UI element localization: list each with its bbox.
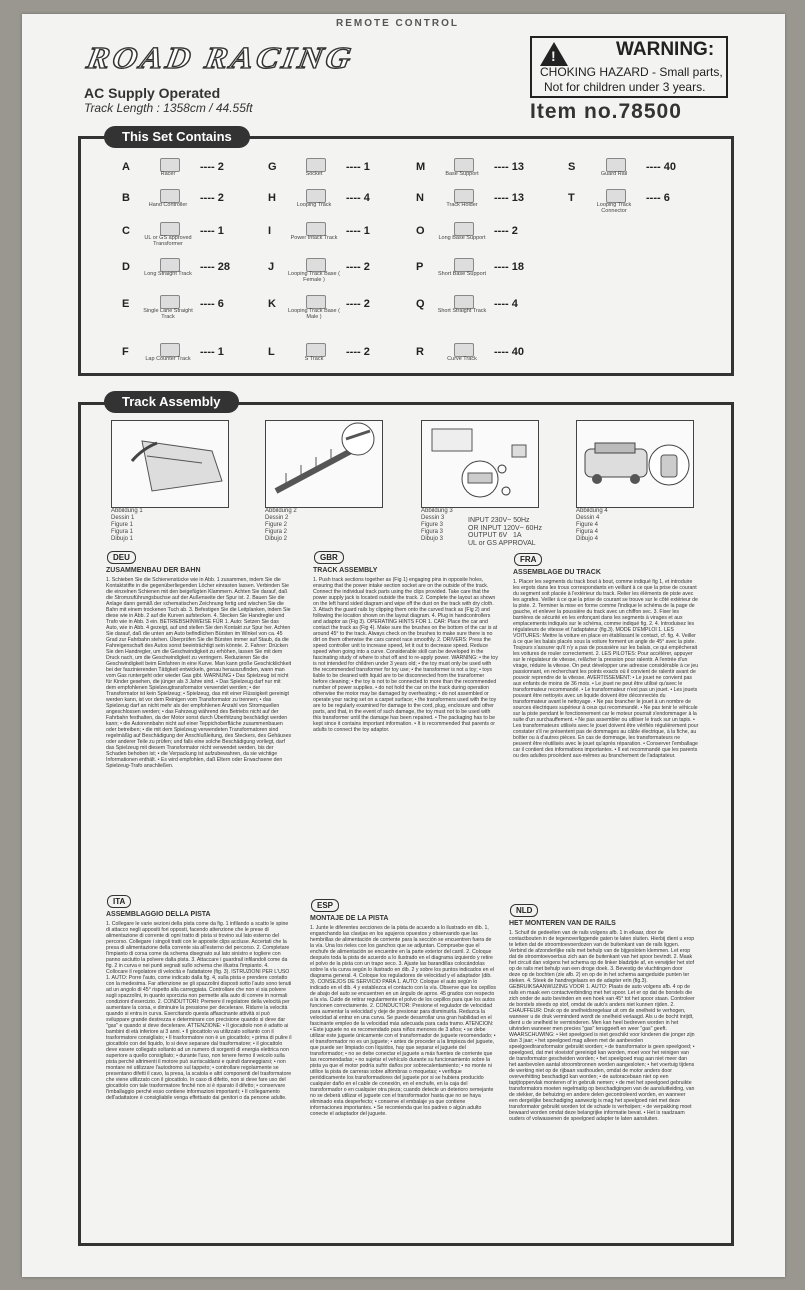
figure-2-caption: Abbildung 2 Dessin 2 Figure 2 Figura 2 Dibujo 2 [265, 508, 297, 542]
text-deu: 1. Schieben Sie die Schienenstücke wie in Abb. 1 zusammen, indem Sie die Kontaktstifte in die gegenüberliegenden Löcher einrasten lassen. Verbinden Sie die einzelnen Schienen mit den beigefügten Klammern. Achten Sie darauf, daß die Stromzuführungsbuchse auf der Außenseite der Spur ist. 2. Bauen Sie die Anlage dann gemäß der schematischen Zeichnung fertig und wischen Sie die Bahn mit einem trockenen Tuch ab. 3. Befestigen Sie die Leitplanken, indem Sie diese wie in Abb. 2 auf die Kurven aufstecken. 4. Stecken Sie Handregler und Trafo wie in Abb. 3 ein. BETRIEBSHINWEISE FÜR 1. Auto: Setzen Sie das Auto, wie in Abb. 4 gezeigt, auf und stellen Sie den Kontakt zur Spur her. Achten Sie darauf, daß die unten am Auto befindlichen Bürsten im Winkel von ca. 45 Grad zur Fahrbahn stehen. Überprüfen Sie die Bürsten immer auf Staub, da die Fahreigenschaft des Autos sonst beeinträchtigt sein könnte. 2. Fahrer: Drücken Sie den Handregler, um die Geschwindigkeit zu erhöhen, lassen Sie mit dem Druck nach, um die Geschwindigkeit zu verringern. Reduzieren Sie die Geschwindigkeit beim Einfahren in eine Kurve. Man kann große Geschicklichkeit bei der faszinierenden Tätigkeit entwickeln, genau herauszufinden, wann man vom Gas runtergeht oder wieder Gas gibt. WARNUNG • Das Spielzeug ist nicht für Kinder gesehen, die jünger als 3 Jahre sind. • Das Spielzeug darf nur mit dem empfohlenen Spielzeugtransformator verwendet werden; • der Transformator ist kein Spielzeug; • Spielzeug, das mit einer Flüssigkeit gereinigt werden kann, ist vor dem Reinigen vom Transformator zu trennen; • das Spielzeug darf an nicht mehr als der empfohlenen Anzahl von Stromquellen angeschlossen werden; • das Fahrzeug während des Betriebs nicht auf der Fahrbahn festhalten, da der Motor sonst durch Überhitzung beschädigt werden kann; • die Autorennbahn nicht auf einer Teppichoberfläche zusammenbauen oder betreiben; • die mit dem Spielzeug verwendeten Transformatoren sind regelmäßig auf Beschädigung der Anschlußleitung, des Steckers, des Gehäuses oder anderer Teile zu prüfen; und falls eine solche Beschädigung vorliegt, darf das Spielzeug mit diesem Transformator nicht verwendet werden, bis der Schaden behoben ist; • die Verpackung ist aufzubewahren, da sie wichtige Informationen enthält. • Es wird empfohlen, daß Eltern oder Erwachsene den Spielzeug-Trafo anschließen. [106, 577, 292, 769]
track-length-text: Track Length : 1358cm / 44.55ft [84, 101, 253, 115]
text-ita: 1. Collegare le varie sezioni della pista come da fig. 1 infilando a scatto le spine di attacco negli appositi fori opposti, facendo attenzione che le prese di alimentazione di corrente di ogni tratto di pista si trovino sul lato esterno del percorso. Collegare i singoli tratti con le apposite clips accluse. Accertati che la presa di alimentazione della corrente sia all'esterno del percorso. 2. Completare l'impianto di corsa come da schema disegnato sul lato sinistro e togliere con panno asciutto la polvere dalla pista. 3. Attaccare i guardrail infilandoli come da fig. 2 in curva e nei punti segnati sullo schema che illustra l'impianto. 4. Collocare il regolatore di velocità e l'adattatore (fig. 3). ISTRUZIONI PER L'USO 1. AUTO: Porre l'auto, come indicato dalla fig. 4, sulla pista e prendere contatto con la medesima. Far attenzione se gli spazzolini disposti sotto l'auto sono tenuti ad un angolo di 45° rispetto alla carreggiata. Controllare che non vi sia polvere sugli spazzolini, in quanto sporcizia non permette alla auto di correre in normali condizioni d'esercizio. 2. CONDUTTORI: Premere il regolatore della velocità per aumentare la corsa, e diminuire la pressione per decelerare. Ridurre la velocità quando si entra in curva. Esercitando questa affascinante attività si può sviluppare grande destrezza e determinare con precisione quando si deve dar "gas" e quando si deve decelerare. ATTENZIONE: • Il giocattolo non è adatto ai bambini di età inferiore ai 3 anni. • Il giocattolo va utilizzato soltanto con il trasformatore consigliato; • Il trasformatore non è un giocattolo; • prima di pulire il giocattolo con del liquido, lo si deve separare dal trasformatore; • il giocattolo deve essere collegato soltanto ad un numero di sorgenti di energia elettrica non superiore a quello consigliato; • durante l'uso, non tenere fermo il veicolo sulla pista perché altrimenti il motore può surriscaldarsi e quindi danneggiarsi; • non montare né utilizzare l'autodromo sul tappeto; • controllare regolarmente se presentano difetti il cavo, la presa, la scatola e altri componenti del trasformatore che viene utilizzato con il giocattolo. In caso di difetto, non si deve fare uso del giocattolo con tale trasformatore finché non si è riparato il difetto; • conservare l'imballaggio perché esso contiene informazioni importanti; • Il collegamento dell'adattatore è consigliabile venga effettuato dai genitori o da persone adulte. [106, 921, 292, 1101]
part-name: Lap Counter Track [145, 356, 191, 362]
lang-badge-deu: DEU [107, 551, 136, 564]
part-t [568, 189, 728, 219]
part-quantity: ---- 1 [346, 225, 370, 237]
text-gbr: 1. Push track sections together as (Fig 1) engaging pins in opposite holes, ensuring that the power intake section socket are on the outside of the track. Connect the individual track parts using the clips provided. Take care that the power supply jack is located outside the track. 2. Complete the layout as shown on the left hand sided diagram and wipe off the dust on the track with dry cloth. 3. Attach the guard rails by clipping them onto the curved track as (Fig 2) and following the location shown on the layout diagram. 4. Plug in handcontrollers and adaptor as (Fig 3). OPERATING HINTS FOR 1. CAR: Place the car and contact the track as (Fig 4). Make sure the brushes on the bottom of the car is at around 45° to the track. Always check on the brushes to make sure there is no dirt on them otherwise the cars cannot race smoothly. 2. DRIVERS: Press the speed controller unit to increase speed, let it out to decrease speed. Reduce speed when going into a curve. Considerable skill can be developed in the fascinating study of where to shut off and to re-apply power. WARNING: • the toy is not intended for children under 3 years old; • the toy must only be used with the recommended transformer for toy use; • the transformer is not a toy; • toys liable to be cleaned with liquid are to be disconnected from the transformer before cleaning; • the toy is not to be connected to more than the recommended number of power supplies. • do not hold the car on the track during operation otherwise the motor may be damaged by overheating; • do not assembled or operate your racing set on a carpet surface; • the transformers used with the toy are to be regularly examined for damage to the cord, plug, enclosure and other parts, and that, in the event of such damage, the toy must not to be used with this transformer until the damage has been repaired. • The packaging has to be kept since it contains important information. • It is recommended that parents or adults to connect the toy adaptor. [313, 577, 498, 733]
part-a [122, 158, 282, 188]
figure-4-drawing [577, 421, 693, 507]
part-image [306, 258, 326, 272]
warning-title: WARNING: [616, 39, 715, 60]
lang-badge-nld: NLD [510, 904, 538, 917]
part-letter: G [268, 161, 277, 173]
part-image [160, 158, 180, 172]
figure-3-caption: Abbildung 3 Dessin 3 Figure 3 Figura 3 Dibujo 3 [421, 508, 453, 542]
part-image [306, 189, 326, 203]
part-name: Hand Controller [148, 202, 188, 208]
part-name: Short Straight Track [437, 308, 487, 314]
part-image [306, 158, 326, 172]
part-quantity: ---- 2 [200, 161, 224, 173]
figure-2-drawing [266, 421, 382, 507]
part-letter: D [122, 261, 130, 273]
instructions-ita [106, 910, 292, 1230]
part-name: Single Lane Straight Track [143, 308, 193, 320]
heading-ita: ASSEMBLAGGIO DELLA PISTA [106, 911, 211, 918]
part-name: Racer [160, 171, 176, 177]
part-quantity: ---- 1 [346, 161, 370, 173]
part-quantity: ---- 2 [494, 225, 518, 237]
brand-subtitle: REMOTE CONTROL [336, 18, 459, 29]
part-image [160, 258, 180, 272]
part-name: Looping Track [296, 202, 332, 208]
heading-gbr: TRACK ASSEMBLY [313, 567, 378, 574]
part-quantity: ---- 2 [346, 298, 370, 310]
part-name: Power Intack Track [290, 235, 338, 241]
part-image [160, 222, 180, 236]
part-name: Long Straight Track [144, 271, 192, 277]
heading-fra: ASSEMBLAGE DU TRACK [513, 569, 601, 576]
part-name: Curve Track [447, 356, 477, 362]
part-letter: N [416, 192, 424, 204]
part-h [268, 189, 428, 219]
lang-badge-esp: ESP [311, 899, 339, 912]
part-f [122, 343, 282, 373]
part-letter: E [122, 298, 130, 310]
part-quantity: ---- 13 [494, 161, 524, 173]
figure-2 [265, 420, 383, 508]
part-quantity: ---- 2 [346, 346, 370, 358]
part-letter: R [416, 346, 424, 358]
part-letter: T [568, 192, 575, 204]
part-letter: P [416, 261, 424, 273]
part-m [416, 158, 576, 188]
part-name: Guard Rail [600, 171, 628, 177]
part-letter: K [268, 298, 276, 310]
part-image [454, 295, 474, 309]
figure-4-caption: Abbildung 4 Dessin 4 Figure 4 Figura 4 Dibujo 4 [576, 508, 608, 542]
part-s [568, 158, 728, 188]
part-quantity: ---- 4 [346, 192, 370, 204]
lang-badge-fra: FRA [514, 553, 542, 566]
part-name: Track Holder [446, 202, 478, 208]
part-name: Long Base Support [438, 235, 486, 241]
part-name: Looping Track Base ( Male ) [288, 308, 340, 320]
part-image [606, 158, 626, 172]
part-quantity: ---- 13 [494, 192, 524, 204]
part-letter: F [122, 346, 129, 358]
part-image [306, 222, 326, 236]
part-e [122, 295, 282, 325]
part-r [416, 343, 576, 373]
part-quantity: ---- 40 [494, 346, 524, 358]
part-d [122, 258, 282, 288]
part-image [454, 343, 474, 357]
part-image [454, 158, 474, 172]
part-image [454, 222, 474, 236]
part-name: Base Support [445, 171, 479, 177]
part-quantity: ---- 4 [494, 298, 518, 310]
text-nld: 1. Schuif de gedeelten van de rails volgens afb. 1 in elkaar, door de contactbouten in de tegenoverliggende gaten te laten sluiten. Hierbij dient u erop te letten dat de stroomtoevoerdozen van de buitenkant van de rails liggen. Verbind de afzonderlijke rails met behulp van de bijgesloten klemmen. Let erop dat de stroomtoevoerbus zich aan de buitenkant van het spoor bevindt. 2. Maak het circuit dan volgens het schema op de linker bladzijde af, en verwijder het stof op de rails met behulp van een droge doek. 3. Bevestig de vluchtingen door deze op de bochten (zie afb. 2) en op de in het schema aangeduide punten ter steken. 4. Steek de handregelaars en de adapter erin (fig.3). GEBRUIKSAANWIJZING VOOR 1. AUTO: Plaats de auto volgens afb. 4 op de rails en maak een contactverbinding met het spoor. Let er op dat de borstels die zich onder de auto bevinden en een hoek van 45° tot het spoor staan. Controleer de borstels steeds op stof, omdat de auto's anders niet kunnen rijden. 2. CHAUFFEUR: Druk op de snelheidsregelaar uit om de snelheid te verhogen, wanneer u de druk verminderd wordt de snelheid verlaagd. Als u de bocht inrijdt, dient u de snelheid te verminderen. Men kan heel bedreven worden in het uitvinden wanneer men precies "gas" teruggeeft en weer "gas" geeft. WAARSCHUWING: • Het speelgoed is niet geschikt voor kinderen die jonger zijn dan 3 jaar; • het speelgoed mag alleen met de aanbevolen speelgoedtransformator gebruikt worden; • de transformator is geen speelgoed; • speelgoed, dat met vloeistof gereinigd kan worden, moet voor het reinigen van de transformator gescheiden worden; • het speelgoed mag aan niet meer dan het aanbevolen aantal stroombronnen worden aangesloten; • het voertuig tijdens de werking niet op de rijbaan vasthouden, omdat de motor anders door oververhitting beschadigd kan worden; • de autoracebaan niet op een tapijtoppervlak monteren of in gebruik nemen; • de met het speelgoed gebruikte transformators moeten regelmatig op beschadigingen van de aansluitleiding, van de stekker, de behuizing en andere delen gecontroleerd worden, en wanneer een dergelijke beschadiging aanwezig is mag het speelgoed niet met deze transformator gebruikt worden tot de schade is verholpen; • de verpakking moet bewaard worden omdat deze belangrijke informatie bevat. • Het is raadzaam ouders of volwassenen de speelgoed adapter te laten aansluiten. [509, 930, 695, 1122]
lang-badge-ita: ITA [107, 895, 131, 908]
part-image [606, 189, 626, 203]
figure-1-caption: Abbildung 1 Dessin 1 Figure 1 Figura 1 Dibujo 1 [111, 508, 143, 542]
part-quantity: ---- 2 [200, 192, 224, 204]
part-image [306, 295, 326, 309]
text-fra: 1. Placer les segments du track bout à bout, comme indiqué fig 1, et introduire les ergots dans les trous correspondants en veillant à ce que la prise de courant du segment soit placée à l'extérieur du track. Relier les éléments de piste avec les agrafes. Veiller à ce que la prise de courant se trouve sur le côté extérieur de la piste. 2. Terminer la mise en forme comme l'indique le schéma de la page de gauche, et enlever la poussière du track avec un chiffon sec. 3. Fixer les barrières de sécurité en les enfonçant dans les segments à virages et aux emplacements indiqués sur le schéma, comme indiqué fig. 2. 4. Introduisez les régulateurs de vitesse et l'adaptateur (fig.3). MODE D'EMPLOI 1. LES VOITURES: Mettre la voiture en place en établissant le contact, cf. fig. 4. Veiller à ce que les balais placés sous la voiture forment un angle de 45° avec la piste. Toujours s'assurer qu'il n'y a pas de poussière sur les balais, ce qui empêcherait les voitures de rouler correctement. 2. LES PILOTES: Pour accélérer, appuyer sur le régulateur de vitesse, relâcher la pression pour ralentir. A l'entrée d'un virage, réduire la vitesse. On peut développer une adresse considérable à ce jeu passionnant, en recherchant les points exacts où il convient de ralentir avant de pouvoir reprendre de la vitesse. AVERTISSEMENT: • Le jouet ne convient pas aux enfants de moins de 36 mois. • Le jouet ne peut être utilisé qu'avec le transformateur recommandé. • Le transformateur n'est pas un jouet. • Les jouets pouvant être nettoyés avec un liquide doivent être déconnectés du transformateur avant le nettoyage. • Ne pas brancher le jouet à un nombre de sources électriques supérieur à ceux qui recommandé. • Ne pas tenir le véhicule sur la piste pendant le fonctionnement car le moteur pourrait s'endommager à la suite d'un surchauffement. • Ne pas assembler ou utiliser le track sur un tapis. • Les transformateurs utilisés avec le jouet doivent être vérifiés régulièrement pour constater s'il ne présentent pas de dommages au câble électrique, à la fiche, au boîtier ou à d'autres pièces. En cas de dommage, les transformateurs ne peuvent être réutilisés avec le jouet qu'après réparation. • Conserver l'emballage car il contient des informations importantes. • Il est recommandé que les parents ou des adultes procèdent aux-mêmes au branchement de l'adaptateur. [513, 579, 699, 759]
part-letter: O [416, 225, 425, 237]
part-image [160, 343, 180, 357]
part-g [268, 158, 428, 188]
part-letter: H [268, 192, 276, 204]
part-image [454, 189, 474, 203]
warning-triangle-icon: ! [540, 42, 568, 66]
adaptor-specs: INPUT 230V~ 50Hz OR INPUT 120V~ 60Hz OUTPUT 6V 1A UL or GS APPROVAL [468, 517, 542, 547]
part-quantity: ---- 1 [200, 346, 224, 358]
warning-line-2: Not for children under 3 years. [544, 80, 706, 94]
part-image [160, 295, 180, 309]
instructions-deu [106, 566, 292, 886]
part-letter: Q [416, 298, 425, 310]
part-letter: A [122, 161, 130, 173]
part-quantity: ---- 2 [346, 261, 370, 273]
part-name: Looping Track Base ( Female ) [288, 271, 340, 283]
figure-4 [576, 420, 694, 508]
figure-1-drawing [112, 421, 228, 507]
item-number: Item no.78500 [530, 100, 682, 123]
part-c [122, 222, 282, 252]
part-quantity: ---- 1 [200, 225, 224, 237]
part-name: Looping Track Connector [596, 202, 632, 214]
part-k [268, 295, 428, 325]
part-i [268, 222, 428, 252]
part-name: UL or GS approved Transformer [144, 235, 192, 247]
heading-nld: HET MONTEREN VAN DE RAILS [509, 920, 616, 927]
warning-line-1: CHOKING HAZARD - Small parts, [540, 65, 723, 79]
track-assembly-title: Track Assembly [104, 391, 239, 413]
instructions-fra [513, 568, 699, 886]
part-q [416, 295, 576, 325]
part-quantity: ---- 6 [646, 192, 670, 204]
part-image [160, 189, 180, 203]
part-j [268, 258, 428, 288]
part-quantity: ---- 28 [200, 261, 230, 273]
part-n [416, 189, 576, 219]
part-l [268, 343, 428, 373]
part-p [416, 258, 576, 288]
part-name: Short Base Support [437, 271, 486, 277]
lang-badge-gbr: GBR [314, 551, 344, 564]
part-letter: S [568, 161, 576, 173]
brand-logo: ROAD RACING [84, 42, 357, 76]
warning-box [530, 36, 728, 98]
part-quantity: ---- 6 [200, 298, 224, 310]
part-name: S Track [304, 356, 324, 362]
instructions-gbr [313, 566, 499, 886]
heading-esp: MONTAJE DE LA PISTA [310, 915, 389, 922]
part-letter: M [416, 161, 426, 173]
part-image [454, 258, 474, 272]
part-name: Socket [305, 171, 323, 177]
part-letter: I [268, 225, 272, 237]
figure-1 [111, 420, 229, 508]
supply-text: AC Supply Operated [84, 85, 221, 101]
part-b [122, 189, 282, 219]
text-esp: 1. Junte le diferentes secciones de la pista de acuerdo a lo ilustrado en dib. 1, enganchando las clavijas en los agujeros opuestos y observando que las hembrillas de alimentación de corriente para la sección se encuentren fuera de la vía. Una los rieles con los ganchos que se adjuntan. Compruebe que el enchufe de alimentación se encuentre en la parte exterior del carril. 2. Coloque después toda la pista de acuerdo a lo ilustrado en el diagrama izquierdo y retire el polvo de la pista con un trapo seco. 3. Ajuste las barandillas colocándolas sobre la vía curva según lo ilustrado en dib. 2 y sobre los puntos indicados en el diagrama general. 4. Coloque los reguladores de velocidad y el adaptador (dib. 3). CONSEJOS DE SERVICIO PARA 1. AUTO: Coloque el auto según lo indicado en el dib. 4 y establezca el contacto con la vía. Observe que los cepillos de abajo del auto se encuentren en un ángulo de aprox. 45 grados con respecto a la vía. Cuide de retirar regularmente el polvo de los cepillos para que los autos funcionen correctamente. 2. CONDUCTOR: Presione el regulador de velocidad para aumentar la velocidad y deje de presionar para disminuirla. Reduzca la velocidad al entrar en una curva. Se puede desarrollar una gran habilidad en el fascinante empleo de la velocidad más adecuada para cada tramo. ATENCION: • Este juguete no es recomendado para niños menores de 3 años; • se debe utilizar este juguete únicamente con el transformador de juguete recomendado; • el transformador no es un juguete; • antes de proceder a la limpieza del juguete, que puede ser limpiado con líquidos, hay que separar el juguete del transformador; • no se debe conectar el juguete a más fuentes de corriente que las recomendadas; • no sujetar el vehículo durante su funcionamiento sobre la pista ya que el motor podría sufrir daños por sobrecalentamiento; • no monte ni utilice la pista de carreras sobre alfombras o moquetas; • verifique periódicamente los transformadores del juguete por si se hubiera producido cualquier daño en el cable de conexión, en el enchufe, en la caja del transformador o en cualquier otra pieza; cuando detecte un deterioro semejante no se deberá utilizar el juguete con el transformador hasta que no se haya eliminado esta desperfecto; • conserve el embalaje ya que contiene informaciones importantes. • Se recomienda que los padres o algún adulto conecte el adaptador del juguete. [310, 925, 496, 1117]
part-quantity: ---- 18 [494, 261, 524, 273]
part-quantity: ---- 40 [646, 161, 676, 173]
instructions-nld [509, 919, 695, 1230]
part-image [306, 343, 326, 357]
part-letter: C [122, 225, 130, 237]
instructions-esp [310, 914, 496, 1230]
figure-3-drawing [422, 421, 538, 507]
part-o [416, 222, 576, 252]
part-letter: B [122, 192, 130, 204]
part-letter: J [268, 261, 275, 273]
heading-deu: ZUSAMMENBAU DER BAHN [106, 567, 201, 574]
set-contains-title: This Set Contains [104, 126, 250, 148]
figure-3 [421, 420, 539, 508]
part-letter: L [268, 346, 275, 358]
